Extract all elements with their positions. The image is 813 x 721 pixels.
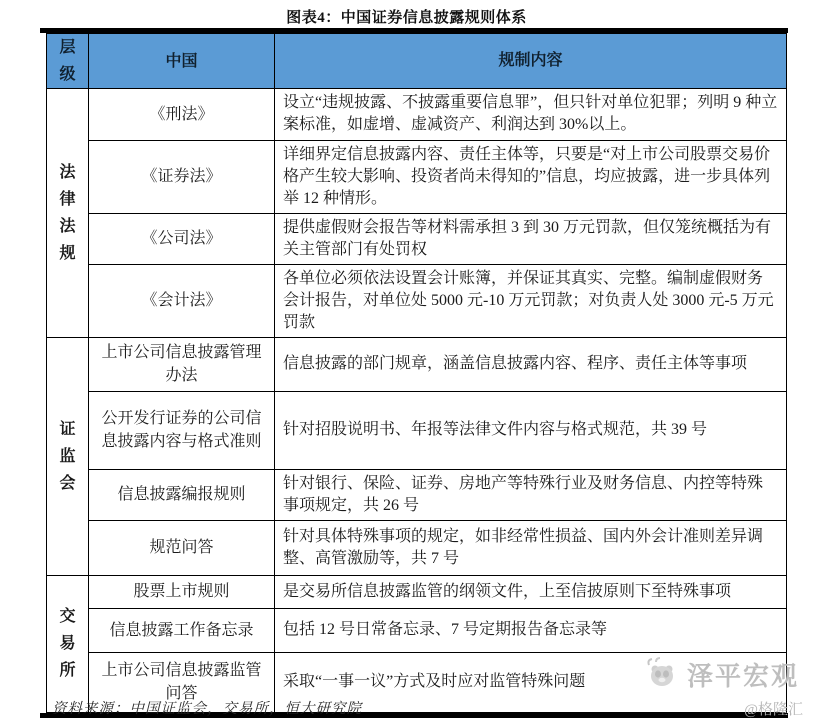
table-row bbox=[47, 608, 787, 652]
rule-content-cell: 设立“违规披露、不披露重要信息罪”，但只针对单位犯罪；列明 9 种立案标准，如虚增、虚减资产、利润达到 30%以上。 bbox=[275, 89, 787, 140]
law-name-cell: 《会计法》 bbox=[89, 264, 275, 337]
table-row bbox=[47, 575, 787, 608]
rule-content-cell: 是交易所信息披露监管的纲领文件，上至信披原则下至特殊事项 bbox=[275, 575, 787, 608]
law-name-cell: 信息披露工作备忘录 bbox=[89, 608, 275, 652]
rule-content-cell: 信息披露的部门规章，涵盖信息披露内容、程序、责任主体等事项 bbox=[275, 338, 787, 391]
rule-content-cell: 各单位必须依法设置会计账簿，并保证其真实、完整。编制虚假财务会计报告，对单位处 5000 元-10 万元罚款；对负责人处 3000 元-5 万元罚款 bbox=[275, 264, 787, 337]
group-cell-csrc bbox=[47, 338, 89, 576]
law-name-cell: 规范问答 bbox=[89, 520, 275, 575]
header-country: 中国 bbox=[89, 34, 275, 89]
watermark-brand: 泽平宏观 bbox=[686, 662, 799, 691]
group-label: 证监会 bbox=[59, 420, 76, 493]
page-title: 图表4：中国证券信息披露规则体系 bbox=[286, 10, 527, 26]
rule-content-cell: 针对招股说明书、年报等法律文件内容与格式规范，共 39 号 bbox=[275, 391, 787, 469]
law-name-cell: 信息披露编报规则 bbox=[89, 469, 275, 520]
law-name-cell: 《证券法》 bbox=[89, 140, 275, 213]
header-content: 规制内容 bbox=[275, 34, 787, 89]
table-row bbox=[47, 140, 787, 213]
group-cell-exchange bbox=[47, 575, 89, 712]
group-label: 交易所 bbox=[59, 607, 76, 680]
group-cell-laws bbox=[47, 89, 89, 338]
law-name-cell: 公开发行证券的公司信息披露内容与格式准则 bbox=[89, 391, 275, 469]
table-row bbox=[47, 520, 787, 575]
watermark-credit: @格隆汇 bbox=[744, 702, 803, 718]
disclosure-rules-table bbox=[46, 33, 787, 713]
law-name-cell: 上市公司信息披露监管问答 bbox=[89, 652, 275, 712]
header-level bbox=[47, 34, 89, 89]
group-label: 法律法规 bbox=[59, 163, 76, 263]
law-name-cell: 上市公司信息披露管理办法 bbox=[89, 338, 275, 391]
table-row bbox=[47, 391, 787, 469]
panda-logo-icon bbox=[643, 656, 681, 693]
watermark bbox=[643, 656, 799, 693]
table-row bbox=[47, 469, 787, 520]
rule-content-cell: 针对银行、保险、证券、房地产等特殊行业及财务信息、内控等特殊事项规定，共 26 号 bbox=[275, 469, 787, 520]
law-name-cell: 《公司法》 bbox=[89, 213, 275, 264]
disclosure-rules-table-block bbox=[40, 28, 788, 718]
rule-content-cell: 详细界定信息披露内容、责任主体等，只要是“对上市公司股票交易价格产生较大影响、投资者尚未得知的”信息，均应披露，进一步具体列举 12 种情形。 bbox=[275, 140, 787, 213]
table-row bbox=[47, 89, 787, 140]
table-row bbox=[47, 264, 787, 337]
rule-content-cell: 针对具体特殊事项的规定，如非经常性损益、国内外会计准则差异调整、高管激励等，共 7 号 bbox=[275, 520, 787, 575]
rule-content-cell: 包括 12 号日常备忘录、7 号定期报告备忘录等 bbox=[275, 608, 787, 652]
table-row bbox=[47, 338, 787, 391]
source-note: 资料来源：中国证监会，交易所，恒大研究院 bbox=[52, 701, 362, 717]
header-level-label: 层级 bbox=[59, 39, 76, 84]
table-header-row bbox=[47, 34, 787, 89]
law-name-cell: 《刑法》 bbox=[89, 89, 275, 140]
law-name-cell: 股票上市规则 bbox=[89, 575, 275, 608]
rule-content-cell: 提供虚假财会报告等材料需承担 3 到 30 万元罚款，但仅笼统概括为有关主管部门有处罚权 bbox=[275, 213, 787, 264]
table-row bbox=[47, 213, 787, 264]
rule-content-cell: 采取“一事一议”方式及时应对监管特殊问题 bbox=[275, 652, 787, 712]
